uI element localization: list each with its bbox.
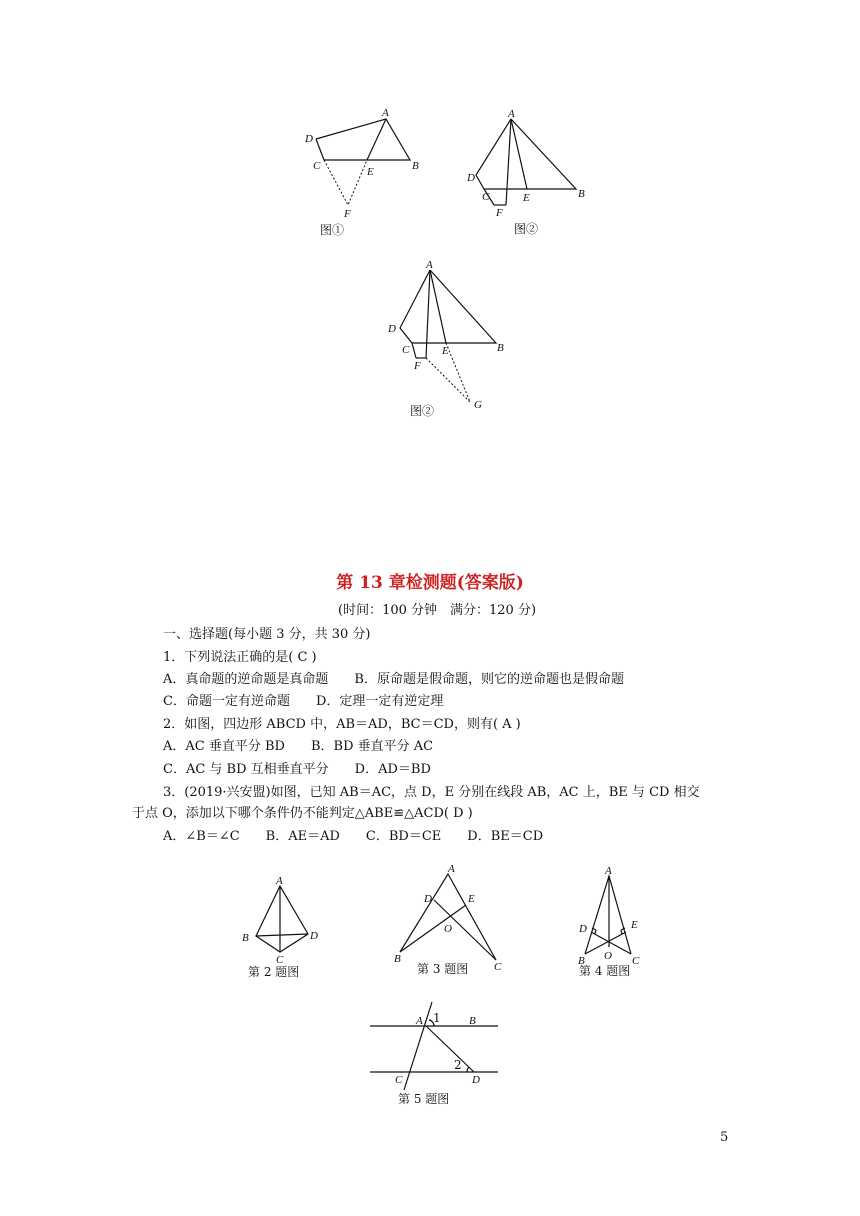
point-label: C xyxy=(402,344,410,356)
figure-caption: 第 3 题图 xyxy=(417,962,469,976)
point-label: D xyxy=(388,323,396,335)
option-line: C．命题一定有逆命题 D．定理一定有逆定理 xyxy=(163,694,444,709)
option-line: A．AC 垂直平分 BD B．BD 垂直平分 AC xyxy=(163,739,434,754)
point-label: B xyxy=(394,953,401,965)
figure-caption: 第 5 题图 xyxy=(398,1092,450,1106)
point-label: A xyxy=(382,107,389,119)
figure-1 xyxy=(300,105,430,235)
point-label: D xyxy=(305,133,313,145)
figure-caption: 第 2 题图 xyxy=(248,965,300,979)
point-label: E xyxy=(442,345,449,357)
subtitle: (时间：100 分钟 满分：120 分) xyxy=(338,603,537,618)
figure-q5 xyxy=(366,998,506,1113)
page-number: 5 xyxy=(720,1130,729,1145)
point-label: G xyxy=(474,399,482,411)
point-label: C xyxy=(632,955,640,967)
point-label: D xyxy=(467,172,475,184)
point-label: B xyxy=(242,932,249,944)
figure-q3 xyxy=(390,860,520,980)
point-label: A xyxy=(448,863,455,875)
point-label: F xyxy=(496,207,503,219)
point-label: E xyxy=(367,166,374,178)
question-1: 1．下列说法正确的是( C ) xyxy=(163,650,317,665)
angle-label: 2 xyxy=(454,1058,462,1072)
point-label: D xyxy=(472,1074,480,1086)
point-label: A xyxy=(276,875,283,887)
figure-2 xyxy=(460,105,600,235)
point-label: D xyxy=(579,923,587,935)
point-label: C xyxy=(395,1074,403,1086)
point-label: A xyxy=(426,259,433,271)
figure-caption: 第 4 题图 xyxy=(579,964,631,978)
page-title: 第 13 章检测题(答案版) xyxy=(336,573,524,593)
figure-3 xyxy=(380,258,520,423)
question-2: 2．如图，四边形 ABCD 中，AB＝AD，BC＝CD，则有( A ) xyxy=(163,717,521,732)
figure-q4 xyxy=(575,862,655,982)
point-label: B xyxy=(578,955,585,967)
figure-caption: 图② xyxy=(410,404,435,418)
point-label: C xyxy=(482,191,490,203)
option-line: A．真命题的逆命题是真命题 B．原命题是假命题，则它的逆命题也是假命题 xyxy=(163,672,624,687)
question-3-cont: 于点 O，添加以下哪个条件仍不能判定△ABE≌△ACD( D ) xyxy=(132,806,473,821)
figure-caption: 图① xyxy=(320,223,345,237)
point-label: B xyxy=(412,160,419,172)
point-label: C xyxy=(313,160,321,172)
option-line: C．AC 与 BD 互相垂直平分 D．AD＝BD xyxy=(163,762,431,777)
point-label: C xyxy=(276,954,284,966)
point-label: A xyxy=(605,865,612,877)
point-label: E xyxy=(523,192,530,204)
point-label: B xyxy=(469,1015,476,1027)
point-label: A xyxy=(416,1015,423,1027)
point-label: F xyxy=(414,360,421,372)
option-line: A．∠B＝∠C B．AE＝AD C．BD＝CE D．BE＝CD xyxy=(163,829,544,844)
point-label: F xyxy=(344,208,351,220)
point-label: C xyxy=(494,961,502,973)
figure-q2 xyxy=(236,872,326,982)
point-label: O xyxy=(444,923,452,935)
point-label: E xyxy=(468,893,475,905)
point-label: A xyxy=(508,108,515,120)
angle-label: 1 xyxy=(433,1011,441,1025)
figure-caption: 图② xyxy=(514,222,539,236)
point-label: B xyxy=(578,188,585,200)
point-label: D xyxy=(310,930,318,942)
point-label: B xyxy=(497,342,504,354)
point-label: O xyxy=(604,950,612,962)
section-heading: 一、选择题(每小题 3 分，共 30 分) xyxy=(163,627,371,642)
question-3: 3．(2019·兴安盟)如图，已知 AB＝AC，点 D，E 分别在线段 AB，AC 上，BE 与 CD 相交 xyxy=(163,785,700,800)
point-label: D xyxy=(424,893,432,905)
point-label: E xyxy=(631,919,638,931)
